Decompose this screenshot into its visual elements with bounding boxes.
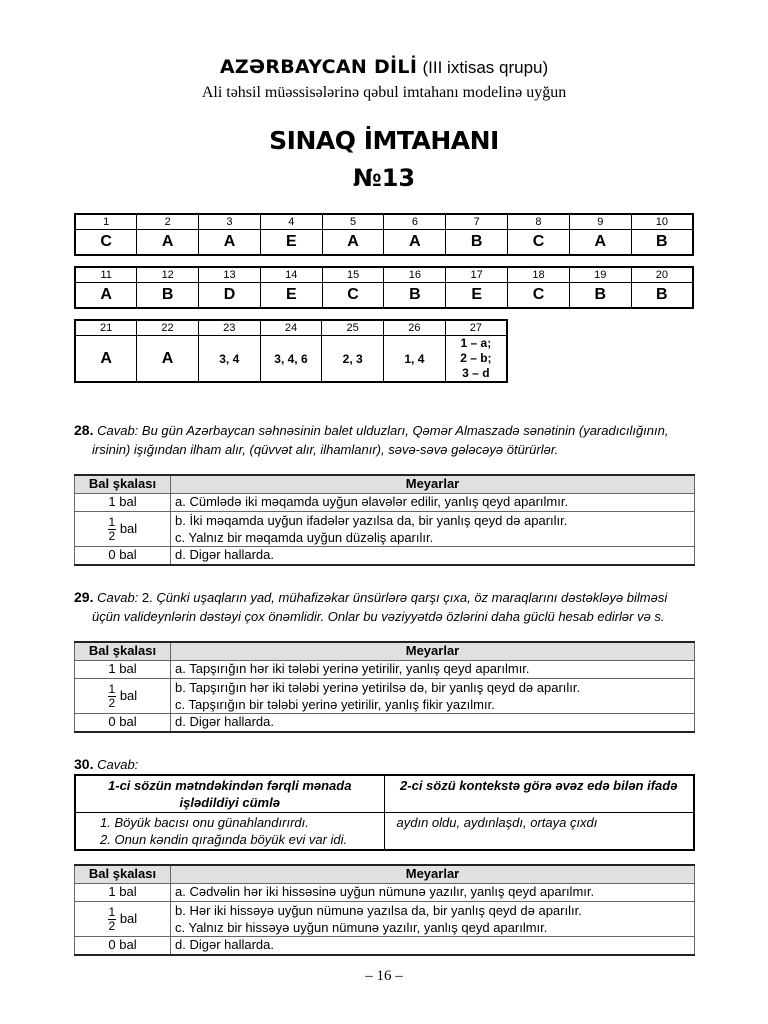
answer-key-row-1 [74,213,694,256]
answer-value: E [446,283,508,309]
answer-value: A [137,230,199,256]
criteria-text: b. İki məqamda uyğun ifadələr yazılsa da, bir yanlış qeyd də aparılır. c. Yalnız bir məqamda uyğun düzəliş aparılır. [171,512,695,547]
answer-value: C [508,230,570,256]
answer-question-number: 4 [260,214,322,230]
answer-value: A [569,230,631,256]
bal-value: 1 bal [75,884,171,902]
answer-question-number: 1 [75,214,137,230]
answer-value: B [631,230,693,256]
answer-value: B [569,283,631,309]
bal-value: 1 bal [75,661,171,679]
exam-title: SINAQ İMTAHANI [269,126,499,155]
answer-value: 3, 4 [198,336,260,383]
criteria-text: d. Digər hallarda. [171,547,695,565]
criteria-text: d. Digər hallarda. [171,937,695,955]
answer-key-row-3 [74,319,508,383]
column-2-cell: aydın oldu, aydınlaşdı, ortaya çıxdı [384,813,694,851]
column-1-header: 1-ci sözün mətndəkindən fərqli mənada işlədildiyi cümlə [75,775,384,813]
bal-scale-header: Bal şkalası [75,475,171,494]
answer-question-number: 21 [75,320,137,336]
question-29 [74,588,696,626]
fraction: $\frac{1}{2}$ [108,904,116,933]
answer-question-number: 16 [384,267,446,283]
answer-text-line-2: üçün valideynlərin dəstəyi çox önəmlidir. Onlar bu vəziyyətdə özlərini daha güclü hesab edirlər və s. [92,609,665,624]
criteria-row [75,884,695,902]
column-1-cell: 1. Böyük bacısı onu günahlandırırdı. 2. Onun kəndin qırağında böyük evi var idi. [75,813,384,851]
answer-question-number: 15 [322,267,384,283]
answer-value: C [508,283,570,309]
answer-value: A [75,336,137,383]
answer-choice: 2. [141,590,153,605]
criteria-table-29 [74,641,695,733]
answer-text-line-2: irsinin) işığından ilham alır, (qüvvət alır, ilhamlanır), səvə-səvə gələcəyə ötürürlər. [92,442,559,457]
answer-question-number: 27 [445,320,507,336]
criteria-row [75,547,695,565]
criteria-row [75,937,695,955]
answer-value: 2, 3 [322,336,384,383]
answer-question-number: 8 [508,214,570,230]
answer-value: A [75,283,137,309]
answer-value: 3, 4, 6 [260,336,322,383]
answer-question-number: 18 [508,267,570,283]
criteria-row [75,512,695,547]
answer-question-number: 25 [322,320,384,336]
cavab-label: Cavab: [97,757,139,772]
answer-text-line-1: Bu gün Azərbaycan səhnəsinin balet ulduzları, Qəmər Almaszadə sənətinin (yaradıcılığının, [141,423,669,438]
bal-value-half: $\frac{1}{2}$ bal [75,902,171,937]
answer-table-30 [74,774,695,851]
criteria-header [75,642,695,661]
bal-value: 0 bal [75,547,171,565]
answer-value: D [199,283,261,309]
answer-value: B [384,283,446,309]
answer-question-number: 2 [137,214,199,230]
criteria-header [75,865,695,884]
answer-value: 1, 4 [384,336,446,383]
answer-question-number: 14 [260,267,322,283]
answer-value: C [322,283,384,309]
criteria-table-30 [74,864,695,956]
criteria-row [75,494,695,512]
subject-name: AZƏRBAYCAN DİLİ [219,56,418,78]
bal-value-half: $\frac{1}{2}$ bal [75,679,171,714]
question-number: 28. [74,422,94,438]
answer-question-number: 22 [137,320,199,336]
answer-value: A [137,336,199,383]
answer-text-line-1: Çünki uşaqların yad, mühafizəkar ünsürlərə qarşı çıxa, öz maraqlarını dəstəkləyə bilməsi [156,590,668,605]
question-30 [74,755,696,774]
answer-question-number: 3 [199,214,261,230]
answer-question-number: 6 [384,214,446,230]
question-number: 30. [74,756,94,772]
subject-subtitle: Ali təhsil müəssisələrinə qəbul imtahanı modelinə uyğun [201,84,567,101]
bal-scale-header: Bal şkalası [75,865,171,884]
bal-value: 0 bal [75,714,171,732]
answer-question-number: 12 [137,267,199,283]
criteria-row [75,902,695,937]
answer-table-row [75,813,694,851]
answer-value: C [75,230,137,256]
answer-question-number: 19 [569,267,631,283]
page-number: – 16 – [365,968,403,984]
criteria-text: a. Cümlədə iki məqamda uyğun əlavələr edilir, yanlış qeyd aparılmır. [171,494,695,512]
column-2-header: 2-ci sözü kontekstə görə əvəz edə bilən ifadə [384,775,694,813]
fraction: $\frac{1}{2}$ [108,514,116,543]
answer-value: E [260,283,322,309]
answer-question-number: 9 [569,214,631,230]
answer-value: B [631,283,693,309]
criteria-column-header: Meyarlar [171,642,695,661]
criteria-text: b. Tapşırığın hər iki tələbi yerinə yetirilsə də, bir yanlış qeyd də aparılır. c. Tapşırığın bir tələbi yerinə yetirilir, yanlış fikir yazılmır. [171,679,695,714]
exam-number: №13 [352,164,416,192]
criteria-text: a. Cədvəlin hər iki hissəsinə uyğun nümunə yazılır, yanlış qeyd aparılmır. [171,884,695,902]
answer-value: A [322,230,384,256]
criteria-column-header: Meyarlar [171,865,695,884]
answer-question-number: 17 [446,267,508,283]
answer-question-number: 11 [75,267,137,283]
answer-table-header [75,775,694,813]
criteria-header [75,475,695,494]
bal-value: 0 bal [75,937,171,955]
cavab-label: Cavab: [97,590,139,605]
question-28 [74,421,696,459]
answer-question-number: 7 [446,214,508,230]
bal-value-half: $\frac{1}{2}$ bal [75,512,171,547]
fraction: $\frac{1}{2}$ [108,681,116,710]
answer-question-number: 23 [198,320,260,336]
answer-question-number: 24 [260,320,322,336]
criteria-row [75,661,695,679]
cavab-label: Cavab: [97,423,139,438]
criteria-column-header: Meyarlar [171,475,695,494]
bal-scale-header: Bal şkalası [75,642,171,661]
answer-value: A [384,230,446,256]
answer-value: A [199,230,261,256]
criteria-text: a. Tapşırığın hər iki tələbi yerinə yetirilir, yanlış qeyd aparılmır. [171,661,695,679]
answer-value: B [137,283,199,309]
criteria-row [75,679,695,714]
answer-key-row-2 [74,266,694,309]
answer-value: B [446,230,508,256]
subject-group: (III ixtisas qrupu) [422,58,549,77]
criteria-text: b. Hər iki hissəyə uyğun nümunə yazılsa da, bir yanlış qeyd də aparılır. c. Yalnız bir hissəyə uyğun nümunə yazılır, yanlış qeyd aparılmır. [171,902,695,937]
question-number: 29. [74,589,94,605]
answer-question-number: 5 [322,214,384,230]
subject-heading [0,56,768,79]
criteria-table-28 [74,474,695,566]
answer-question-number: 20 [631,267,693,283]
answer-question-number: 13 [199,267,261,283]
criteria-row [75,714,695,732]
answer-question-number: 10 [631,214,693,230]
criteria-text: d. Digər hallarda. [171,714,695,732]
answer-value: E [260,230,322,256]
answer-value-matching: 1 – a; 2 – b; 3 – d [445,336,507,383]
bal-value: 1 bal [75,494,171,512]
answer-question-number: 26 [384,320,446,336]
